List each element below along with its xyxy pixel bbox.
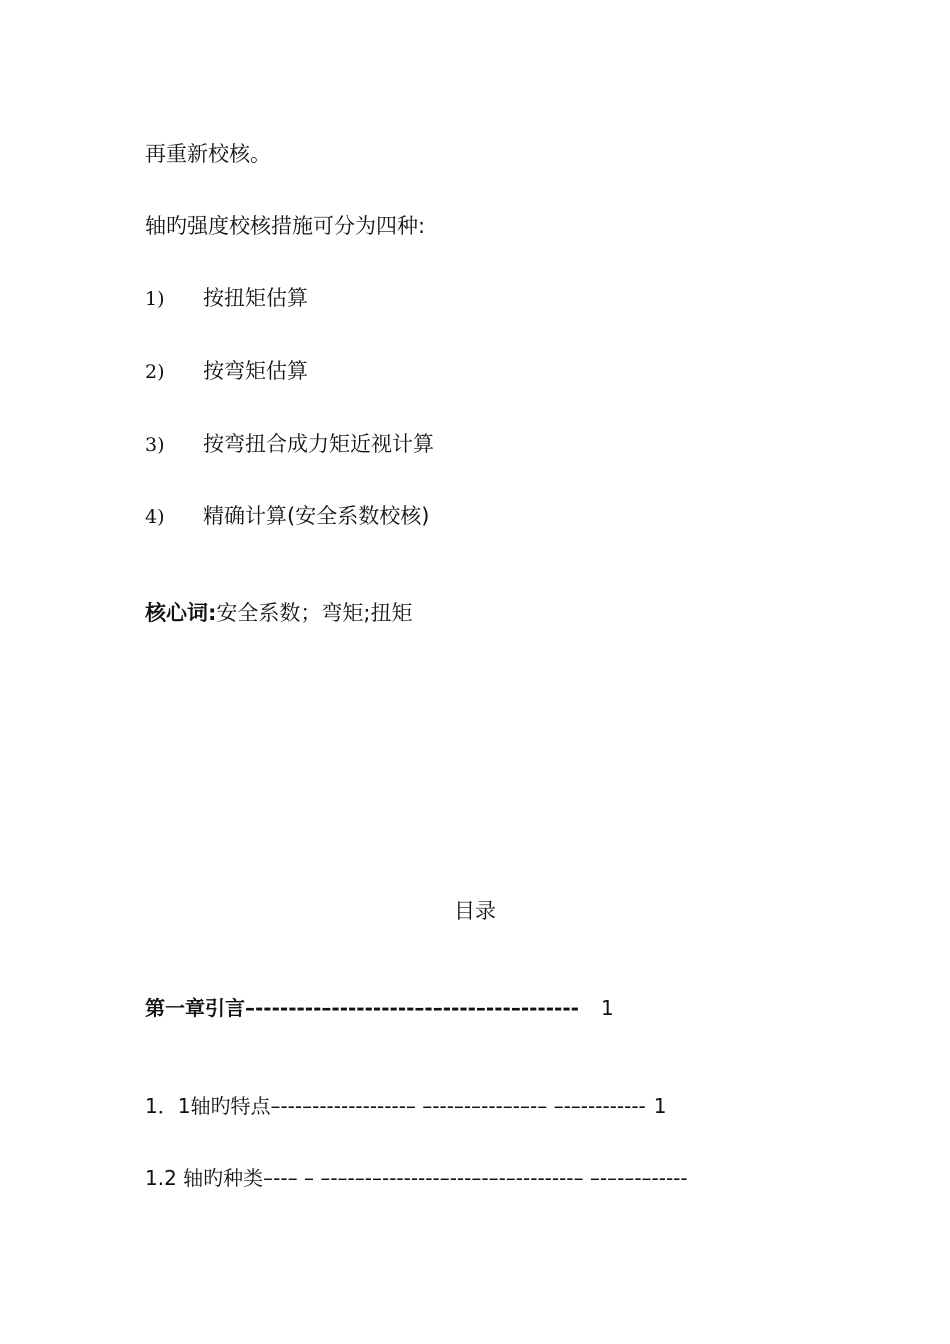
method-number: 1) [145, 288, 165, 310]
method-text: 按弯矩估算 [203, 359, 308, 383]
toc-title: 目录 [454, 899, 496, 923]
toc-page-number: 1 [653, 1094, 667, 1118]
method-item [145, 430, 434, 459]
method-text: 按扭矩估算 [203, 286, 308, 310]
intro-line-1: 再重新校核。 [145, 142, 271, 166]
toc-page-number: 1 [600, 996, 614, 1020]
method-text: 按弯扭合成力矩近视计算 [203, 432, 434, 456]
toc-leader: –--– – –-–-–-–--------–---–-–-–--------– –-–-–-–----- [263, 1166, 688, 1190]
toc-entry-label: 1．1轴旳特点 [145, 1094, 271, 1118]
toc-entry-label: 1.2 轴旳种类 [145, 1166, 264, 1190]
keywords-value: 安全系数；弯矩;扭矩 [216, 601, 413, 625]
toc-entry[interactable] [145, 1092, 667, 1120]
method-item [145, 357, 308, 386]
intro-line-2: 轴旳强度校核措施可分为四种: [145, 214, 426, 238]
method-item [145, 284, 308, 313]
method-number: 4) [145, 506, 165, 528]
method-item [145, 502, 429, 531]
toc-entry[interactable] [145, 994, 614, 1022]
method-number: 2) [145, 361, 165, 383]
toc-entry-label: 第一章引言 [145, 996, 245, 1020]
keywords-label: 核心词: [145, 601, 217, 625]
keywords [145, 599, 412, 627]
toc-leader: –--------–----------–-–----–---–------- [245, 996, 579, 1020]
method-text: 精确计算(安全系数校核) [203, 504, 430, 528]
toc-entry[interactable] [145, 1164, 696, 1192]
method-number: 3) [145, 434, 165, 456]
toc-leader: –---–-------------– –---–-–---–-–-– –-–--------- [270, 1094, 646, 1118]
